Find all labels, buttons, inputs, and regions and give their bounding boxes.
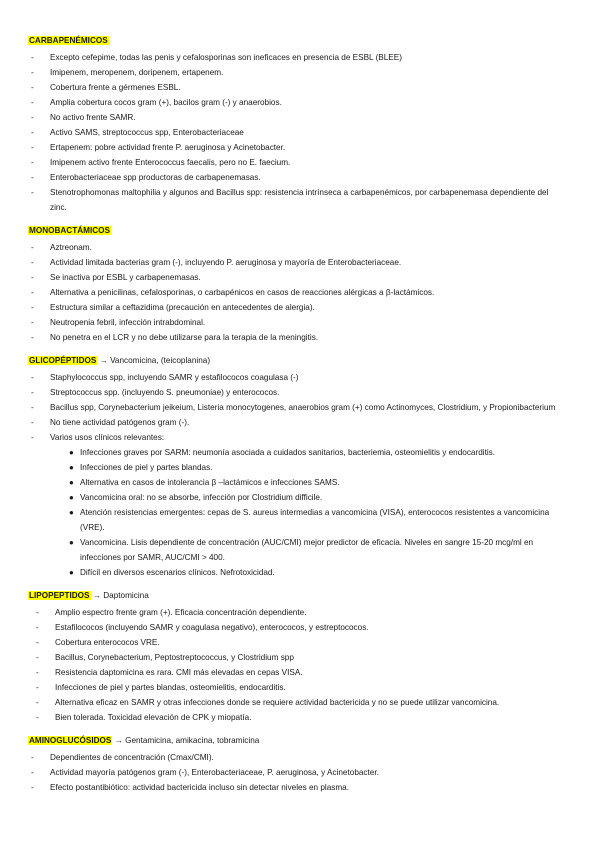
bullet-marker: ● bbox=[69, 448, 74, 457]
list-item: - Aztreonam. bbox=[28, 240, 566, 255]
bullet-list bbox=[28, 240, 566, 345]
bullet-marker: ● bbox=[69, 478, 74, 487]
list-item: - No tiene actividad patógenos gram (-). bbox=[28, 415, 566, 430]
bullet-marker: ● bbox=[69, 538, 74, 547]
section-title: CARBAPENÉMICOS bbox=[29, 36, 108, 45]
dash-marker: - bbox=[36, 698, 39, 707]
list-item: - Streptococcus spp. (incluyendo S. pneumoniae) y enterococos. bbox=[28, 385, 566, 400]
dash-marker: - bbox=[31, 303, 34, 312]
section-heading bbox=[28, 33, 566, 48]
list-item: - Efecto postantibiótico: actividad bactericida incluso sin detectar niveles en plasma. bbox=[28, 780, 566, 795]
dash-marker: - bbox=[31, 768, 34, 777]
list-item: - Bacillus, Corynebacterium, Peptostreptococcus, y Clostridium spp bbox=[28, 650, 566, 665]
dash-marker: - bbox=[31, 258, 34, 267]
sub-list-item: ● Vancomicina. Lisis dependiente de concentración (AUC/CMI) mejor predictor de eficacia. Niveles en sangre 15-20 mcg/ml en infecciones por SAMR, AUC/CMI > 400. bbox=[50, 535, 566, 565]
section-title: GLICOPÉPTIDOS bbox=[29, 356, 97, 365]
dash-marker: - bbox=[31, 403, 34, 412]
dash-marker: - bbox=[31, 128, 34, 137]
list-item: - Amplia cobertura cocos gram (+), bacilos gram (-) y anaerobios. bbox=[28, 95, 566, 110]
list-item: - Activo SAMS, streptococcus spp, Enterobacteriaceae bbox=[28, 125, 566, 140]
dash-marker: - bbox=[36, 608, 39, 617]
list-item: - No activo frente SAMR. bbox=[28, 110, 566, 125]
section-glicopeptidos bbox=[28, 353, 566, 580]
section-heading bbox=[28, 223, 566, 238]
dash-marker: - bbox=[31, 113, 34, 122]
bullet-marker: ● bbox=[69, 493, 74, 502]
list-item: - Actividad limitada bacterias gram (-), incluyendo P. aeruginosa y mayoría de Enterobacteriaceae. bbox=[28, 255, 566, 270]
list-item: - Resistencia daptomicina es rara. CMI más elevadas en cepas VISA. bbox=[28, 665, 566, 680]
list-item: - No penetra en el LCR y no debe utilizarse para la terapia de la meningitis. bbox=[28, 330, 566, 345]
list-item: - Estructura similar a ceftazidima (precaución en antecedentes de alergia). bbox=[28, 300, 566, 315]
list-item: - Amplio espectro frente gram (+). Eficacia concentración dependiente. bbox=[28, 605, 566, 620]
section-heading bbox=[28, 588, 566, 603]
dash-marker: - bbox=[31, 98, 34, 107]
section-carbapenemicos bbox=[28, 33, 566, 215]
sub-list-item: ● Vancomicina oral: no se absorbe, infección por Clostridium difficile. bbox=[50, 490, 566, 505]
list-item: - Varios usos clínicos relevantes: ● Infecciones graves por SARM: neumonía asociada a cuidados sanitarios, bacteriemia, osteomielitis y endocarditis. ● Infecciones de piel y partes blandas. ● Alternativa en casos de intolerancia β –lactámicos e infecciones SAMS. ● Vancomicina oral: no se absorbe, infección por Clostridium difficile. ● Atención resistencias emergentes: cepas de S. aureus intermedias a vancomicina (VISA), enterococos resistentes a vancomicina (VRE). ● Vancomicina. Lisis dependiente de concentración (AUC/CMI) mejor predictor de eficacia. Niveles en sangre 15-20 mcg/ml en infecciones por SAMR, AUC/CMI > 400. ● Difícil en diversos escenarios clínicos. Nefrotoxicidad. bbox=[28, 430, 566, 580]
bullet-list bbox=[28, 370, 566, 580]
dash-marker: - bbox=[36, 713, 39, 722]
section-title: AMINOGLUCÓSIDOS bbox=[29, 736, 112, 745]
sub-list-item: ● Infecciones de piel y partes blandas. bbox=[50, 460, 566, 475]
dash-marker: - bbox=[31, 373, 34, 382]
sub-list-item: ● Alternativa en casos de intolerancia β –lactámicos e infecciones SAMS. bbox=[50, 475, 566, 490]
sub-list-item: ● Infecciones graves por SARM: neumonía asociada a cuidados sanitarios, bacteriemia, osteomielitis y endocarditis. bbox=[50, 445, 566, 460]
bullet-marker: ● bbox=[69, 568, 74, 577]
section-heading bbox=[28, 733, 566, 748]
list-item: - Imipenem, meropenem, doripenem, ertapenem. bbox=[28, 65, 566, 80]
list-item: - Estafilococos (incluyendo SAMR y coagulasa negativo), enterococos, y estreptococos. bbox=[28, 620, 566, 635]
section-monobactamicos bbox=[28, 223, 566, 345]
sub-bullet-list bbox=[50, 445, 566, 580]
list-item: - Infecciones de piel y partes blandas, osteomielitis, endocarditis. bbox=[28, 680, 566, 695]
list-item: - Alternativa a penicilinas, cefalosporinas, o carbapénicos en casos de reacciones alérgicas a β-lactámicos. bbox=[28, 285, 566, 300]
dash-marker: - bbox=[31, 68, 34, 77]
dash-marker: - bbox=[31, 173, 34, 182]
list-item: - Staphylococcus spp, incluyendo SAMR y estafilococos coagulasa (-) bbox=[28, 370, 566, 385]
list-item: - Neutropenia febril, infección intrabdominal. bbox=[28, 315, 566, 330]
section-drugs: → Daptomicina bbox=[92, 591, 149, 600]
dash-marker: - bbox=[31, 418, 34, 427]
list-item: - Dependientes de concentración (Cmax/CMI). bbox=[28, 750, 566, 765]
dash-marker: - bbox=[31, 783, 34, 792]
bullet-marker: ● bbox=[69, 463, 74, 472]
bullet-list bbox=[28, 605, 566, 725]
bullet-list bbox=[28, 750, 566, 795]
list-item: - Enterobacteriaceae spp productoras de carbapenemasas. bbox=[28, 170, 566, 185]
section-drugs: → Gentamicina, amikacina, tobramicina bbox=[114, 736, 260, 745]
dash-marker: - bbox=[31, 273, 34, 282]
list-item: - Bien tolerada. Toxicidad elevación de CPK y miopatía. bbox=[28, 710, 566, 725]
section-aminoglucosidos bbox=[28, 733, 566, 795]
list-item: - Se inactiva por ESBL y carbapenemasas. bbox=[28, 270, 566, 285]
section-heading bbox=[28, 353, 566, 368]
dash-marker: - bbox=[31, 388, 34, 397]
list-item: - Cobertura frente a gérmenes ESBL. bbox=[28, 80, 566, 95]
list-item: - Actividad mayoría patógenos gram (-), Enterobacteriaceae, P. aeruginosa, y Acinetobacter. bbox=[28, 765, 566, 780]
list-item: - Cobertura enterococos VRE. bbox=[28, 635, 566, 650]
dash-marker: - bbox=[36, 668, 39, 677]
section-title: LIPOPEPTIDOS bbox=[29, 591, 90, 600]
section-lipopeptidos bbox=[28, 588, 566, 725]
list-item: - Bacillus spp, Corynebacterium jeikeium, Listeria monocytogenes, anaerobios gram (+) como Actinomyces, Clostridium, y Propionibacterium bbox=[28, 400, 566, 415]
sub-list-item: ● Atención resistencias emergentes: cepas de S. aureus intermedias a vancomicina (VISA), enterococos resistentes a vancomicina (VRE). bbox=[50, 505, 566, 535]
dash-marker: - bbox=[36, 623, 39, 632]
dash-marker: - bbox=[31, 188, 34, 197]
sub-list-item: ● Difícil en diversos escenarios clínicos. Nefrotoxicidad. bbox=[50, 565, 566, 580]
section-drugs: → Vancomicina, (teicoplanina) bbox=[99, 356, 211, 365]
dash-marker: - bbox=[31, 53, 34, 62]
dash-marker: - bbox=[31, 243, 34, 252]
dash-marker: - bbox=[31, 318, 34, 327]
dash-marker: - bbox=[31, 83, 34, 92]
dash-marker: - bbox=[31, 333, 34, 342]
list-item: - Stenotrophomonas maltophilia y algunos and Bacillus spp: resistencia intrínseca a carbapenémicos, por carbapenemasa dependiente del zinc. bbox=[28, 185, 566, 215]
dash-marker: - bbox=[31, 753, 34, 762]
list-item: - Excepto cefepime, todas las penis y cefalosporinas son ineficaces en presencia de ESBL (BLEE) bbox=[28, 50, 566, 65]
dash-marker: - bbox=[36, 653, 39, 662]
dash-marker: - bbox=[31, 143, 34, 152]
dash-marker: - bbox=[31, 158, 34, 167]
section-title: MONOBACTÁMICOS bbox=[29, 226, 110, 235]
dash-marker: - bbox=[36, 683, 39, 692]
list-item: - Imipenem activo frente Enterococcus faecalis, pero no E. faecium. bbox=[28, 155, 566, 170]
list-item: - Alternativa eficaz en SAMR y otras infecciones donde se requiere actividad bactericida y no se puede utilizar vancomicina. bbox=[28, 695, 566, 710]
dash-marker: - bbox=[31, 288, 34, 297]
list-item: - Ertapenem: pobre actividad frente P. aeruginosa y Acinetobacter. bbox=[28, 140, 566, 155]
bullet-marker: ● bbox=[69, 508, 74, 517]
bullet-list bbox=[28, 50, 566, 215]
dash-marker: - bbox=[36, 638, 39, 647]
dash-marker: - bbox=[31, 433, 34, 442]
